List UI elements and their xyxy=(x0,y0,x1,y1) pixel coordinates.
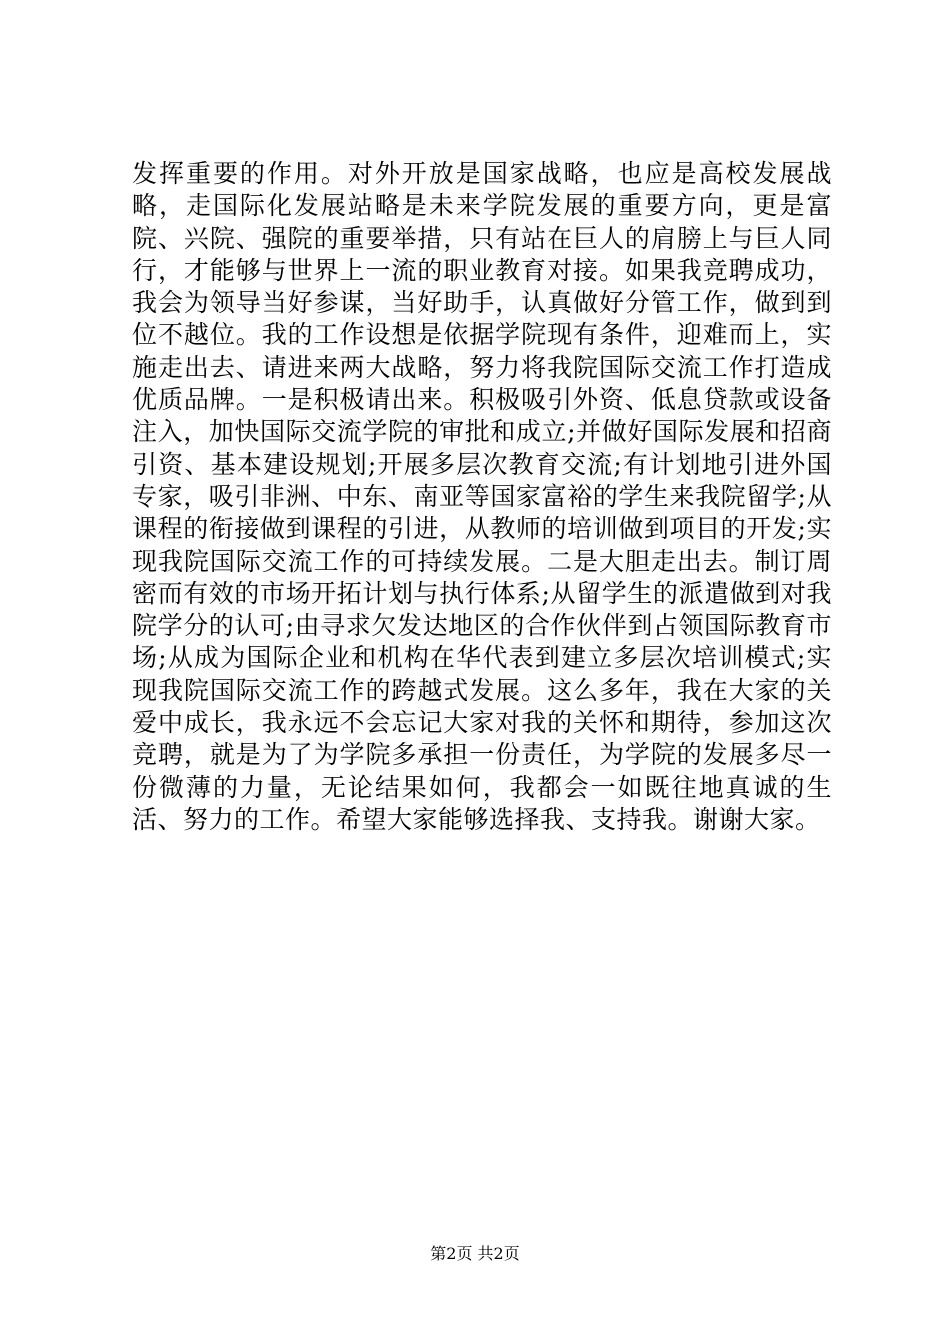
page-number-footer: 第2页 共2页 xyxy=(430,1244,520,1263)
body-paragraph: 发挥重要的作用。对外开放是国家战略，也应是高校发展战略，走国际化发展站略是未来学院发展的重要方向，更是富院、兴院、强院的重要举措，只有站在巨人的肩膀上与巨人同行，才能够与世界上一流的职业教育对接。如果我竞聘成功，我会为领导当好参谋，当好助手，认真做好分管工作，做到到位不越位。我的工作设想是依据学院现有条件，迎难而上，实施走出去、请进来两大战略，努力将我院国际交流工作打造成优质品牌。一是积极请出来。积极吸引外资、低息贷款或设备注入，加快国际交流学院的审批和成立;并做好国际发展和招商引资、基本建设规划;开展多层次教育交流;有计划地引进外国专家，吸引非洲、中东、南亚等国家富裕的学生来我院留学;从课程的衔接做到课程的引进，从教师的培训做到项目的开发;实现我院国际交流工作的可持续发展。二是大胆走出去。制订周密而有效的市场开拓计划与执行体系;从留学生的派遣做到对我院学分的认可;由寻求欠发达地区的合作伙伴到占领国际教育市场;从成为国际企业和机构在华代表到建立多层次培训模式;实现我院国际交流工作的跨越式发展。这么多年，我在大家的关爱中成长，我永远不会忘记大家对我的关怀和期待，参加这次竞聘，就是为了为学院多承担一份责任，为学院的发展多尽一份微薄的力量，无论结果如何，我都会一如既往地真诚的生活、努力的工作。希望大家能够选择我、支持我。谢谢大家。 xyxy=(132,159,832,834)
